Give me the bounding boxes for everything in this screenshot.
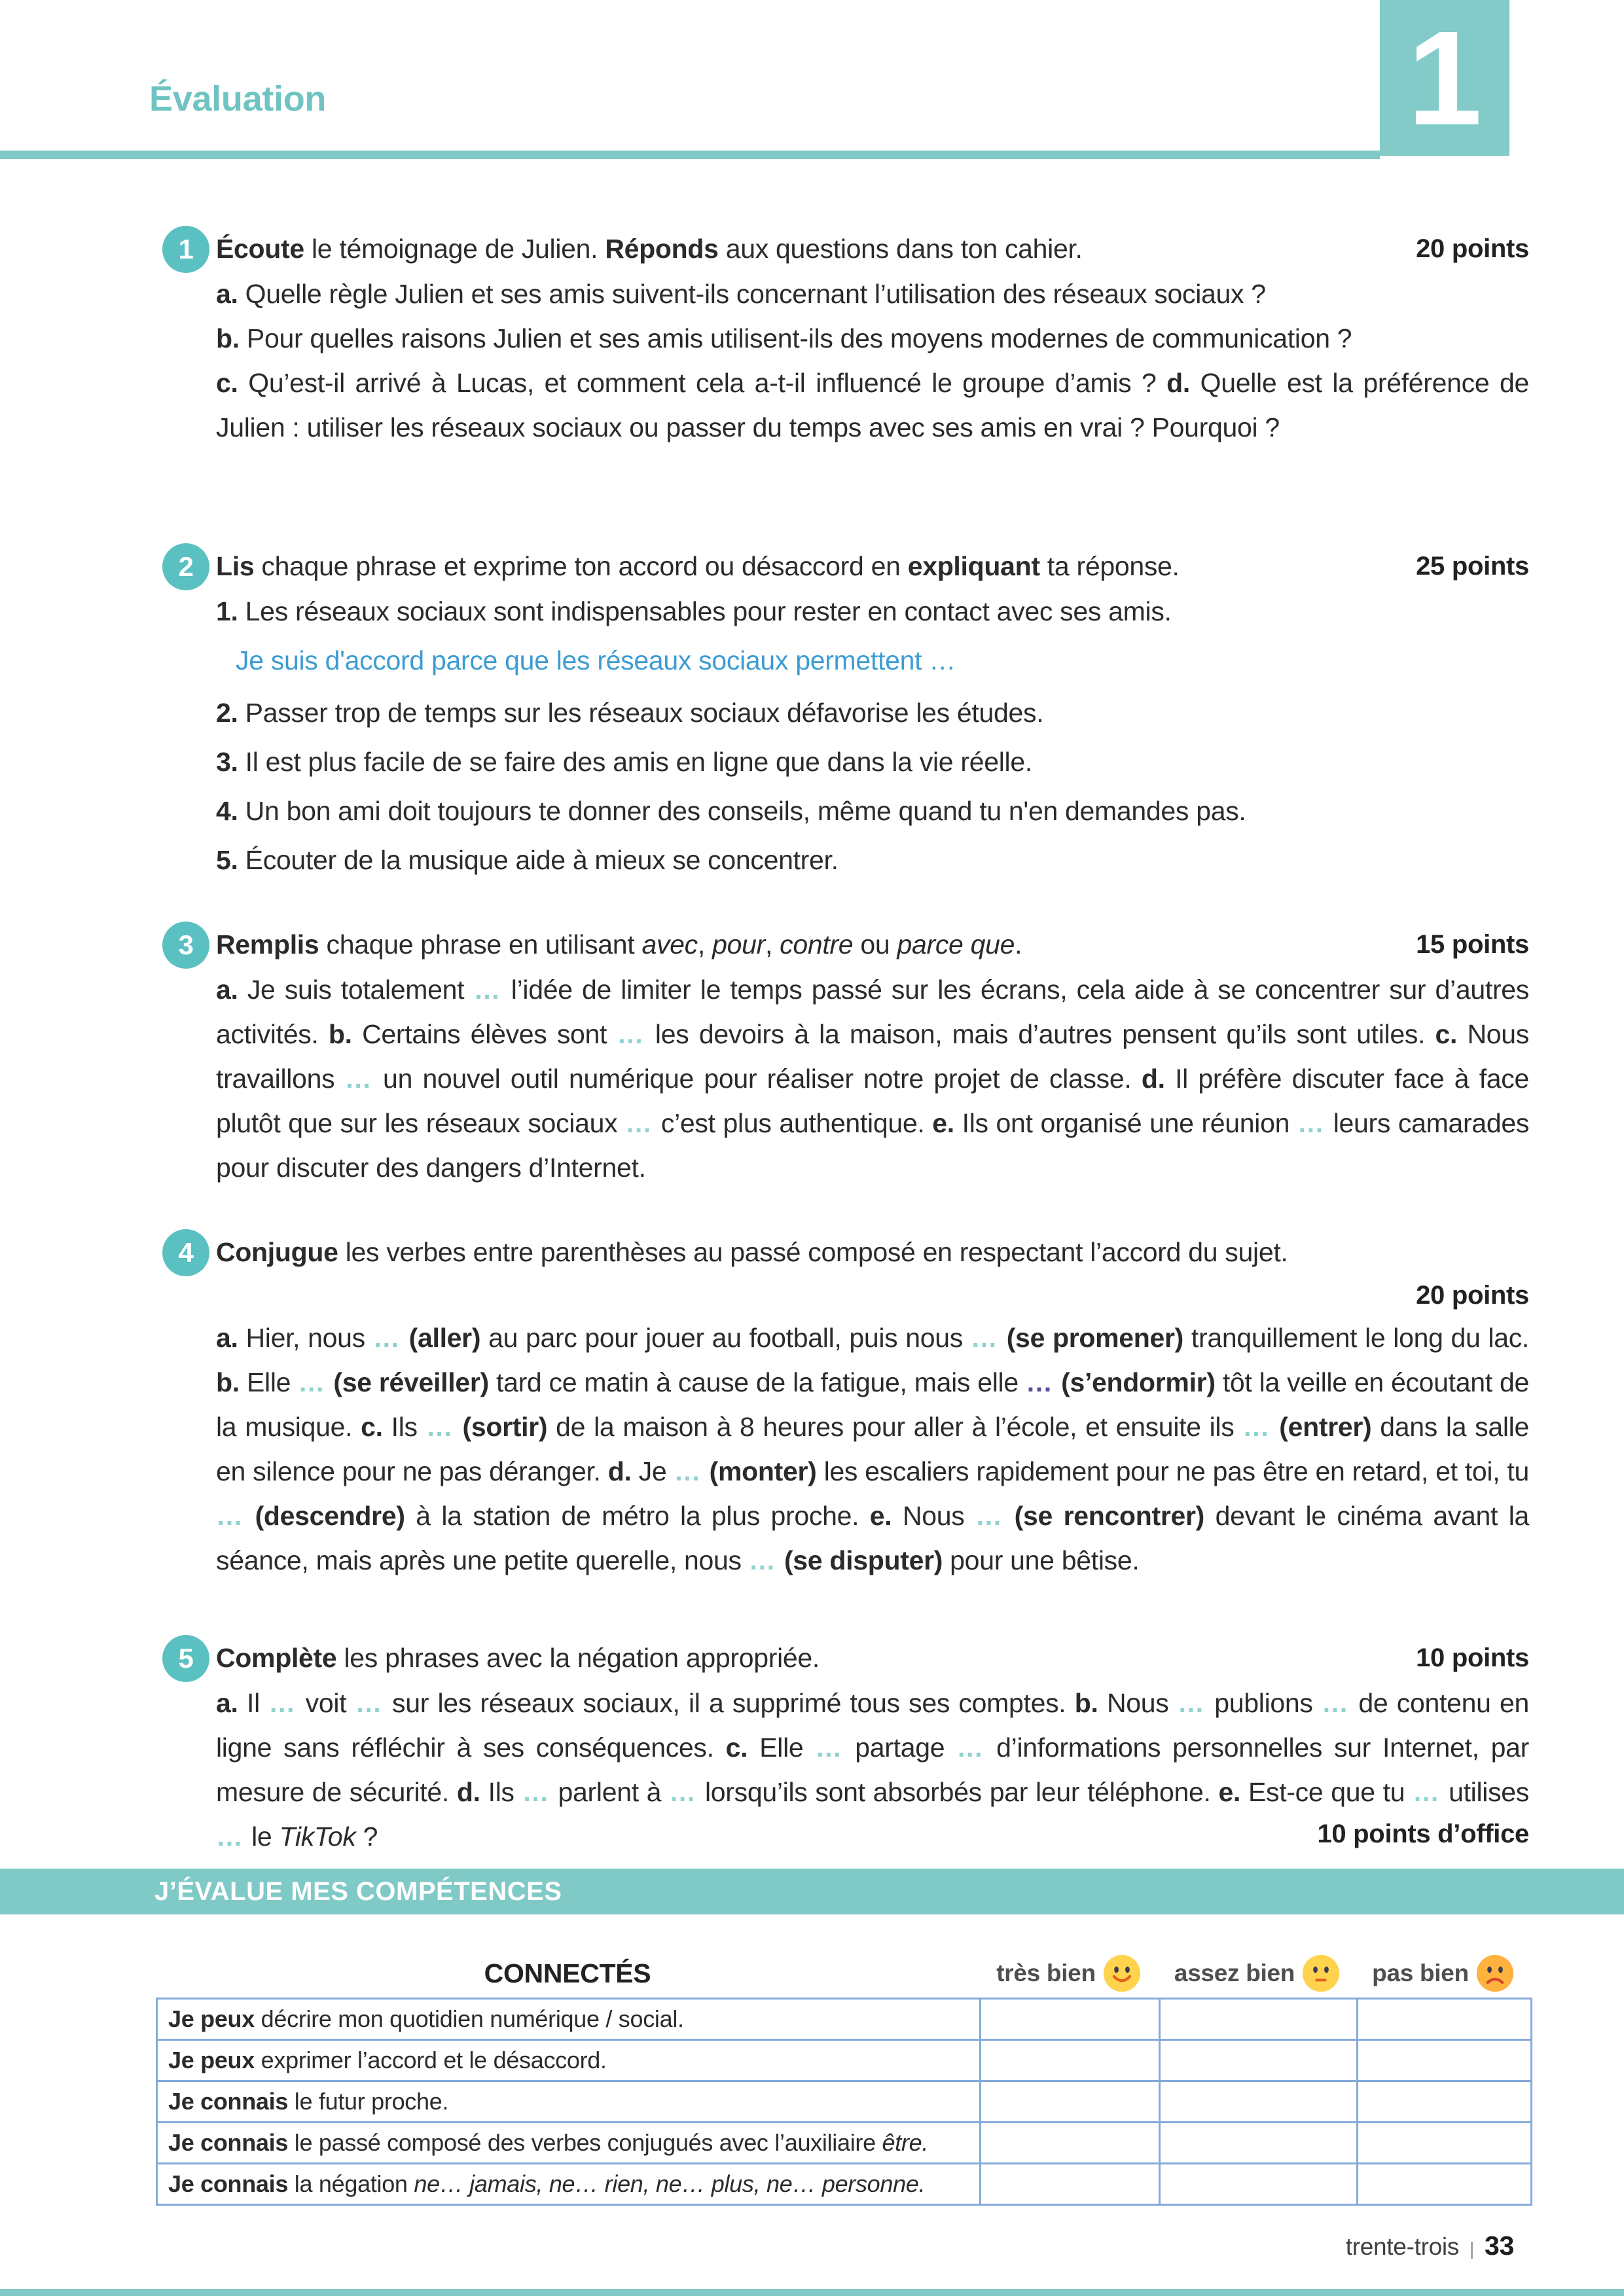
text-run: (monter) bbox=[702, 1456, 817, 1486]
text-run: … bbox=[748, 1545, 777, 1575]
text-run: les verbes entre parenthèses au passé composé en respectant l’accord du sujet. bbox=[338, 1237, 1288, 1267]
text-run: pour bbox=[712, 929, 765, 960]
text-run: la négation bbox=[288, 2170, 414, 2197]
text-run: Certains élèves sont bbox=[352, 1019, 617, 1049]
page-title: Évaluation bbox=[149, 79, 327, 118]
text-run: Les réseaux sociaux sont indispensables pour rester en contact avec ses amis. bbox=[238, 596, 1172, 626]
text-run: d. bbox=[456, 1777, 480, 1807]
text-run: Elle bbox=[748, 1732, 816, 1763]
exercise-number-badge: 4 bbox=[162, 1229, 209, 1276]
text-run: sur les réseaux sociaux, il a supprimé tous ses comptes. bbox=[383, 1688, 1075, 1718]
footer-separator: | bbox=[1470, 2238, 1474, 2259]
text-run: c. bbox=[361, 1412, 383, 1442]
text-run: parce que bbox=[897, 929, 1015, 960]
table-title: CONNECTÉS bbox=[484, 1958, 651, 1988]
table-row bbox=[157, 2081, 1532, 2123]
text-run: (descendre) bbox=[244, 1501, 405, 1531]
text-run: , bbox=[697, 929, 713, 960]
text-run: a. bbox=[216, 1323, 238, 1353]
page-footer bbox=[1346, 2231, 1514, 2261]
text-run: … bbox=[216, 1821, 244, 1852]
text-run: publions bbox=[1205, 1688, 1322, 1718]
text-run: Hier, nous bbox=[238, 1323, 373, 1353]
text-run: Remplis bbox=[216, 929, 319, 960]
text-run: d. bbox=[1166, 368, 1190, 398]
text-run: Conjugue bbox=[216, 1237, 338, 1267]
text-run: au parc pour jouer au football, puis nous bbox=[480, 1323, 971, 1353]
text-run: un nouvel outil numérique pour réaliser notre projet de classe. bbox=[372, 1064, 1142, 1094]
text-run: Ils bbox=[382, 1412, 426, 1442]
text-run: Nous travaillons bbox=[216, 1019, 1530, 1094]
text-run: … bbox=[1297, 1108, 1326, 1138]
text-run: Il bbox=[238, 1688, 269, 1718]
text-run: Écouter de la musique aide à mieux se concentrer. bbox=[238, 845, 839, 875]
text-run: … bbox=[216, 1501, 244, 1531]
text-run: 5. bbox=[216, 845, 238, 875]
exercise-number-badge: 3 bbox=[162, 922, 209, 969]
rating-label: assez bien bbox=[1174, 1960, 1295, 1986]
text-run: le bbox=[244, 1821, 280, 1852]
text-run: aux questions dans ton cahier. bbox=[718, 234, 1083, 264]
exercise-body bbox=[216, 1316, 1529, 1583]
text-run: … bbox=[815, 1732, 844, 1763]
text-run: … bbox=[669, 1777, 698, 1807]
header-rule bbox=[0, 151, 1380, 159]
text-run: parlent à bbox=[550, 1777, 670, 1807]
exercise-1 bbox=[0, 226, 1624, 450]
text-run: voit bbox=[297, 1688, 355, 1718]
text-run: Il préfère discuter face à face plutôt que sur les réseaux sociaux bbox=[216, 1064, 1529, 1138]
text-run: … bbox=[674, 1456, 702, 1486]
text-run: être. bbox=[882, 2129, 929, 2156]
text-run: (se promener) bbox=[998, 1323, 1184, 1353]
text-run: ou bbox=[853, 929, 897, 960]
exercise-number-badge: 1 bbox=[162, 226, 209, 273]
text-run: tard ce matin à cause de la fatigue, mais elle bbox=[488, 1367, 1026, 1397]
text-run: les phrases avec la négation appropriée. bbox=[336, 1643, 820, 1673]
text-run: le passé composé des verbes conjugués avec l’auxiliaire bbox=[288, 2129, 882, 2156]
text-run: Un bon ami doit toujours te donner des conseils, même quand tu n'en demandes pas. bbox=[238, 796, 1246, 826]
text-run: . bbox=[1015, 929, 1022, 960]
text-run: 1. bbox=[216, 596, 238, 626]
text-run: chaque phrase et exprime ton accord ou désaccord en bbox=[254, 551, 908, 581]
text-run: Nous bbox=[1098, 1688, 1178, 1718]
text-run: pour une bêtise. bbox=[943, 1545, 1140, 1575]
rating-label: pas bien bbox=[1372, 1960, 1469, 1986]
text-run: Je peux bbox=[168, 2047, 255, 2073]
text-run: c. bbox=[1435, 1019, 1458, 1049]
text-run: décrire mon quotidien numérique / social. bbox=[254, 2005, 684, 2032]
text-run: d. bbox=[1141, 1064, 1165, 1094]
text-run: , bbox=[765, 929, 780, 960]
instruction-text bbox=[216, 551, 1180, 581]
answer-cell-tres-bien[interactable] bbox=[981, 1999, 1160, 2040]
page-word: trente-trois bbox=[1345, 2233, 1459, 2260]
text-run: Je connais bbox=[168, 2088, 289, 2115]
answer-cell-pas-bien[interactable] bbox=[1358, 1999, 1532, 2040]
text-run: les devoirs à la maison, mais d’autres pensent qu’ils sont utiles. bbox=[645, 1019, 1435, 1049]
smiley-neutral-icon bbox=[1301, 1954, 1341, 1993]
points-label: 20 points bbox=[1416, 1281, 1529, 1310]
competence-label bbox=[157, 1999, 981, 2040]
text-run: Qu’est-il arrivé à Lucas, et comment cela a-t-il influencé le groupe d’amis ? bbox=[238, 368, 1167, 398]
text-run: … bbox=[1242, 1412, 1271, 1442]
text-run: c. bbox=[725, 1732, 748, 1763]
text-run: b. bbox=[216, 323, 240, 353]
answer-cell-tres-bien[interactable] bbox=[981, 2040, 1160, 2081]
competence-label bbox=[157, 2123, 981, 2164]
text-run: ta réponse. bbox=[1039, 551, 1180, 581]
rating-column-assez-bien bbox=[1159, 1952, 1356, 1995]
text-run: d’informations personnelles sur Internet, par mesure de sécurité. bbox=[216, 1732, 1530, 1807]
points-label: 15 points bbox=[1416, 930, 1529, 959]
exercise-body bbox=[216, 272, 1529, 450]
banner-title: J’ÉVALUE MES COMPÉTENCES bbox=[154, 1876, 562, 1906]
answer-cell-assez-bien[interactable] bbox=[1160, 1999, 1358, 2040]
answer-cell-assez-bien[interactable] bbox=[1160, 2123, 1358, 2164]
text-run: Lis bbox=[216, 551, 255, 581]
text-run: (se disputer) bbox=[776, 1545, 943, 1575]
unit-number-badge: 1 bbox=[1380, 0, 1509, 156]
text-run: … bbox=[355, 1688, 384, 1718]
text-run: dans la salle en silence pour ne pas déranger. bbox=[216, 1412, 1529, 1486]
exercise-instruction bbox=[216, 226, 1529, 272]
exercise-paragraph bbox=[216, 967, 1529, 1190]
answer-cell-assez-bien[interactable] bbox=[1160, 2164, 1358, 2205]
text-run: Passer trop de temps sur les réseaux sociaux défavorise les études. bbox=[238, 698, 1044, 728]
instruction-text bbox=[216, 1643, 820, 1673]
exercise-item bbox=[216, 691, 1529, 735]
text-run: de contenu en ligne sans réfléchir à ses conséquences. bbox=[216, 1688, 1529, 1763]
competence-table bbox=[156, 1998, 1532, 2206]
competence-label bbox=[157, 2040, 981, 2081]
text-run: ne… jamais, ne… rien, ne… plus, ne… personne. bbox=[414, 2170, 926, 2197]
rating-column-pas-bien bbox=[1356, 1952, 1530, 1995]
text-run: … bbox=[970, 1323, 999, 1353]
answer-cell-pas-bien[interactable] bbox=[1358, 2164, 1532, 2205]
example-answer bbox=[236, 638, 1529, 683]
text-run: devant le cinéma avant la séance, mais après une petite querelle, nous bbox=[216, 1501, 1530, 1575]
text-run: … bbox=[956, 1732, 985, 1763]
exercise-item bbox=[216, 361, 1529, 450]
text-run: … bbox=[617, 1019, 645, 1049]
table-row bbox=[157, 2040, 1532, 2081]
text-run: Je suis d'accord parce que les réseaux sociaux permettent … bbox=[236, 645, 956, 675]
competence-label bbox=[157, 2081, 981, 2123]
text-run: exprimer l’accord et le désaccord. bbox=[254, 2047, 607, 2073]
text-run: 3. bbox=[216, 747, 238, 777]
text-run: Complète bbox=[216, 1643, 337, 1673]
exercise-body bbox=[216, 589, 1529, 882]
text-run: a. bbox=[216, 1688, 238, 1718]
answer-cell-tres-bien[interactable] bbox=[981, 2123, 1160, 2164]
exercise-2 bbox=[0, 543, 1624, 887]
text-run: (se réveiller) bbox=[326, 1367, 489, 1397]
exercise-item bbox=[216, 272, 1529, 316]
answer-cell-tres-bien[interactable] bbox=[981, 2164, 1160, 2205]
text-run: ? bbox=[355, 1821, 378, 1852]
text-run: Elle bbox=[239, 1367, 298, 1397]
text-run: Écoute bbox=[216, 234, 304, 264]
exercise-body bbox=[216, 967, 1529, 1190]
bottom-rule bbox=[0, 2289, 1624, 2296]
text-run: … bbox=[1025, 1367, 1054, 1397]
answer-cell-pas-bien[interactable] bbox=[1358, 2040, 1532, 2081]
text-run: tranquillement le long du lac. bbox=[1183, 1323, 1529, 1353]
text-run: e. bbox=[1218, 1777, 1241, 1807]
points-label: 20 points bbox=[1416, 234, 1529, 263]
exercise-paragraph bbox=[216, 1316, 1529, 1583]
text-run: (entrer) bbox=[1271, 1412, 1372, 1442]
text-run: … bbox=[344, 1064, 373, 1094]
exercise-3 bbox=[0, 922, 1624, 1190]
exercise-item bbox=[216, 316, 1529, 361]
text-run: Ils ont organisé une réunion bbox=[954, 1108, 1297, 1138]
text-run: Je connais bbox=[168, 2170, 289, 2197]
text-run: b. bbox=[328, 1019, 352, 1049]
table-row bbox=[157, 2164, 1532, 2205]
text-run: le futur proche. bbox=[288, 2088, 449, 2115]
rating-column-tres-bien bbox=[979, 1952, 1159, 1995]
smiley-sad-icon bbox=[1475, 1954, 1515, 1993]
text-run: … bbox=[372, 1323, 401, 1353]
text-run: partage bbox=[843, 1732, 957, 1763]
table-row bbox=[157, 1999, 1532, 2040]
exercise-instruction bbox=[216, 1635, 1529, 1681]
text-run: a. bbox=[216, 279, 238, 309]
instruction-text bbox=[216, 1237, 1288, 1267]
text-run: à la station de métro la plus proche. bbox=[405, 1501, 870, 1531]
text-run: tôt la veille en écoutant de la musique. bbox=[216, 1367, 1530, 1442]
text-run: c. bbox=[216, 368, 238, 398]
text-run: utilises bbox=[1441, 1777, 1529, 1807]
instruction-text bbox=[216, 234, 1083, 264]
text-run: … bbox=[1322, 1688, 1350, 1718]
text-run: c’est plus authentique. bbox=[653, 1108, 933, 1138]
text-run: (s’endormir) bbox=[1053, 1367, 1216, 1397]
text-run: b. bbox=[1074, 1688, 1098, 1718]
rating-label: très bien bbox=[996, 1960, 1096, 1986]
text-run: l’idée de limiter le temps passé sur les écrans, cela aide à se concentrer sur d’autres activités. bbox=[216, 975, 1529, 1049]
exercise-4 bbox=[0, 1229, 1624, 1583]
text-run: lorsqu’ils sont absorbés par leur téléphone. bbox=[697, 1777, 1219, 1807]
text-run: b. bbox=[216, 1367, 240, 1397]
answer-cell-assez-bien[interactable] bbox=[1160, 2081, 1358, 2123]
exercise-item bbox=[216, 589, 1529, 634]
exercise-instruction bbox=[216, 922, 1529, 967]
text-run: TikTok bbox=[279, 1821, 356, 1852]
text-run: Je suis totalement bbox=[238, 975, 474, 1005]
self-assessment-banner bbox=[0, 1869, 1624, 1914]
answer-cell-pas-bien[interactable] bbox=[1358, 2123, 1532, 2164]
text-run: expliquant bbox=[907, 551, 1040, 581]
exercise-instruction bbox=[216, 1229, 1529, 1275]
points-label: 25 points bbox=[1416, 552, 1529, 581]
text-run: Il est plus facile de se faire des amis en ligne que dans la vie réelle. bbox=[238, 747, 1032, 777]
answer-cell-pas-bien[interactable] bbox=[1358, 2081, 1532, 2123]
answer-cell-assez-bien[interactable] bbox=[1160, 2040, 1358, 2081]
text-run: e. bbox=[869, 1501, 892, 1531]
text-run: … bbox=[625, 1108, 654, 1138]
text-run: … bbox=[268, 1688, 297, 1718]
text-run: a. bbox=[216, 975, 238, 1005]
rating-columns bbox=[979, 1952, 1530, 1995]
exercise-number-badge: 5 bbox=[162, 1635, 209, 1682]
text-run: e. bbox=[932, 1108, 954, 1138]
text-run: 4. bbox=[216, 796, 238, 826]
text-run: leurs camarades pour discuter des dangers d’Internet. bbox=[216, 1108, 1530, 1183]
instruction-text bbox=[216, 929, 1022, 960]
text-run: avec bbox=[641, 929, 698, 960]
text-run: Quelle est la préférence de Julien : utiliser les réseaux sociaux ou passer du temps avec ses amis en vrai ? Pourquoi ? bbox=[216, 368, 1530, 442]
competence-label bbox=[157, 2164, 981, 2205]
exercise-number-badge: 2 bbox=[162, 543, 209, 590]
text-run: chaque phrase en utilisant bbox=[319, 929, 642, 960]
text-run: Quelle règle Julien et ses amis suivent-ils concernant l’utilisation des réseaux sociaux ? bbox=[238, 279, 1266, 309]
text-run: 2. bbox=[216, 698, 238, 728]
points-label: 10 points bbox=[1416, 1643, 1529, 1672]
competence-table-header bbox=[156, 1952, 1530, 1995]
text-run: Est-ce que tu bbox=[1240, 1777, 1413, 1807]
text-run: … bbox=[522, 1777, 550, 1807]
text-run: d. bbox=[607, 1456, 632, 1486]
text-run: les escaliers rapidement pour ne pas être en retard, et toi, tu bbox=[816, 1456, 1529, 1486]
table-row bbox=[157, 2123, 1532, 2164]
text-run: Ils bbox=[480, 1777, 522, 1807]
text-run: de la maison à 8 heures pour aller à l’école, et ensuite ils bbox=[547, 1412, 1243, 1442]
text-run: Nous bbox=[892, 1501, 976, 1531]
text-run: … bbox=[1177, 1688, 1206, 1718]
office-points-label: 10 points d’office bbox=[1317, 1820, 1529, 1848]
text-run: Je peux bbox=[168, 2005, 255, 2032]
text-run: … bbox=[473, 975, 502, 1005]
text-run: … bbox=[975, 1501, 1004, 1531]
text-run: Je connais bbox=[168, 2129, 289, 2156]
text-run: (se rencontrer) bbox=[1003, 1501, 1204, 1531]
page-number: 33 bbox=[1484, 2231, 1514, 2261]
exercise-item bbox=[216, 789, 1529, 833]
answer-cell-tres-bien[interactable] bbox=[981, 2081, 1160, 2123]
text-run: … bbox=[298, 1367, 327, 1397]
text-run: le témoignage de Julien. bbox=[304, 234, 605, 264]
text-run: … bbox=[1413, 1777, 1441, 1807]
text-run: contre bbox=[780, 929, 854, 960]
text-run: Je bbox=[631, 1456, 674, 1486]
text-run: … bbox=[425, 1412, 454, 1442]
exercise-instruction bbox=[216, 543, 1529, 589]
exercise-item bbox=[216, 740, 1529, 784]
text-run: (aller) bbox=[401, 1323, 481, 1353]
smiley-happy-icon bbox=[1102, 1954, 1142, 1993]
exercise-item bbox=[216, 838, 1529, 882]
text-run: (sortir) bbox=[454, 1412, 548, 1442]
text-run: Réponds bbox=[605, 234, 719, 264]
text-run: Pour quelles raisons Julien et ses amis utilisent-ils des moyens modernes de communication ? bbox=[239, 323, 1352, 353]
